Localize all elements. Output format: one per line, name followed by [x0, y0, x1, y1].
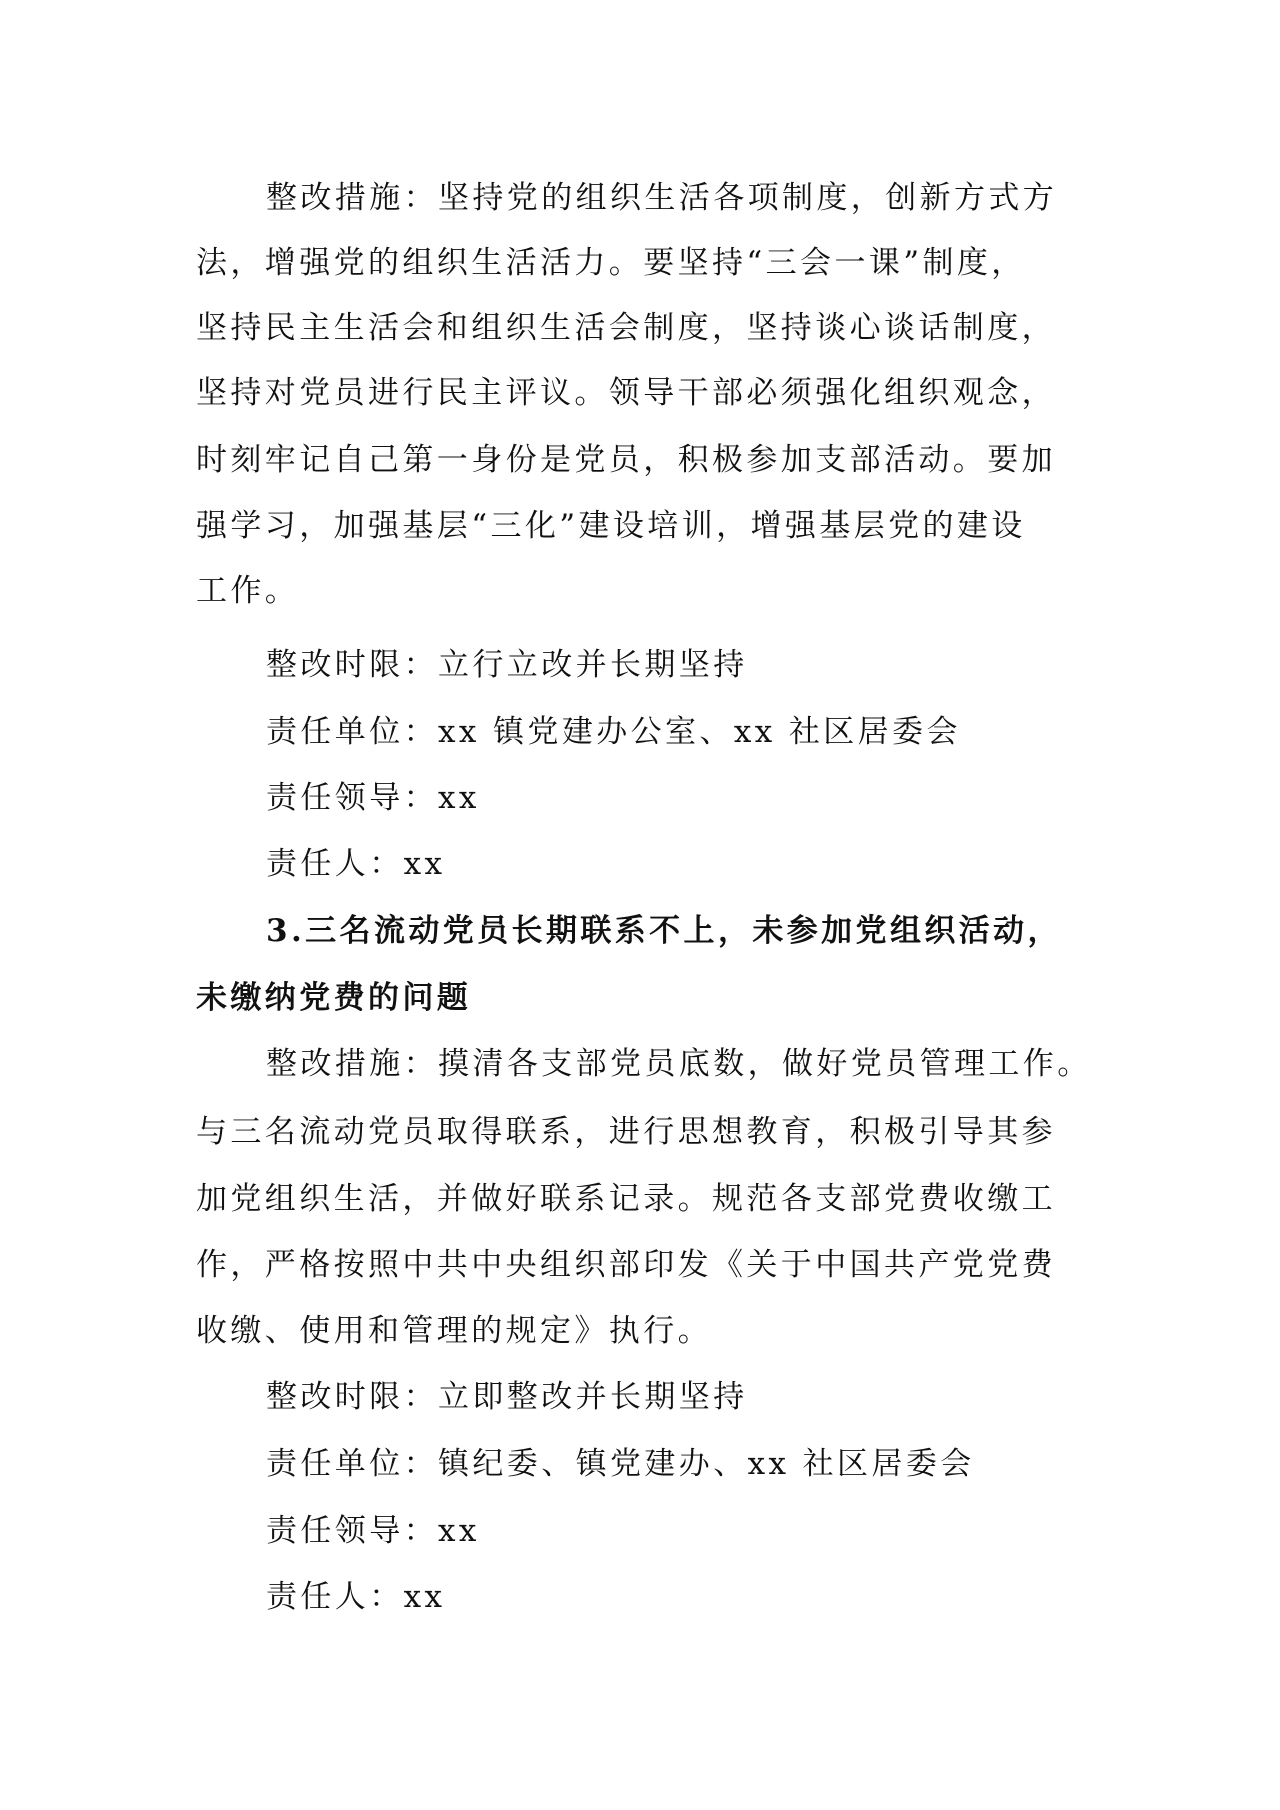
- measures-paragraph-line: 与三名流动党员取得联系，进行思想教育，积极引导其参: [196, 1114, 1056, 1150]
- measures-paragraph-line: 整改措施：坚持党的组织生活各项制度，创新方式方: [266, 180, 1058, 216]
- responsible-unit-line: 责任单位：镇纪委、镇党建办、xx 社区居委会: [266, 1446, 975, 1482]
- deadline-line: 整改时限：立行立改并长期坚持: [266, 647, 748, 683]
- measures-paragraph-line: 坚持对党员进行民主评议。领导干部必须强化组织观念，: [196, 375, 1056, 411]
- measures-paragraph-line: 坚持民主生活会和组织生活会制度，坚持谈心谈话制度，: [196, 310, 1056, 346]
- responsible-person-line: 责任人：xx: [266, 846, 446, 882]
- responsible-leader-line: 责任领导：xx: [266, 780, 480, 816]
- measures-paragraph-line: 整改措施：摸清各支部党员底数，做好党员管理工作。: [266, 1046, 1092, 1082]
- deadline-line: 整改时限：立即整改并长期坚持: [266, 1379, 748, 1415]
- measures-paragraph-line: 工作。: [196, 573, 300, 609]
- measures-paragraph-line: 时刻牢记自己第一身份是党员，积极参加支部活动。要加: [196, 442, 1056, 478]
- measures-paragraph-line: 收缴、使用和管理的规定》执行。: [196, 1313, 712, 1349]
- measures-paragraph-line: 强学习，加强基层“三化”建设培训，增强基层党的建设: [196, 508, 1026, 544]
- measures-paragraph-line: 加党组织生活，并做好联系记录。规范各支部党费收缴工: [196, 1181, 1056, 1217]
- responsible-leader-line: 责任领导：xx: [266, 1513, 480, 1549]
- section-heading-line: 未缴纳党费的问题: [196, 980, 472, 1016]
- measures-paragraph-line: 作，严格按照中共中央组织部印发《关于中国共产党党费: [196, 1247, 1056, 1283]
- section-heading-line: 3.三名流动党员长期联系不上，未参加党组织活动，: [266, 913, 1062, 949]
- responsible-unit-line: 责任单位：xx 镇党建办公室、xx 社区居委会: [266, 714, 961, 750]
- responsible-person-line: 责任人：xx: [266, 1579, 446, 1615]
- measures-paragraph-line: 法，增强党的组织生活活力。要坚持“三会一课”制度，: [196, 245, 1026, 281]
